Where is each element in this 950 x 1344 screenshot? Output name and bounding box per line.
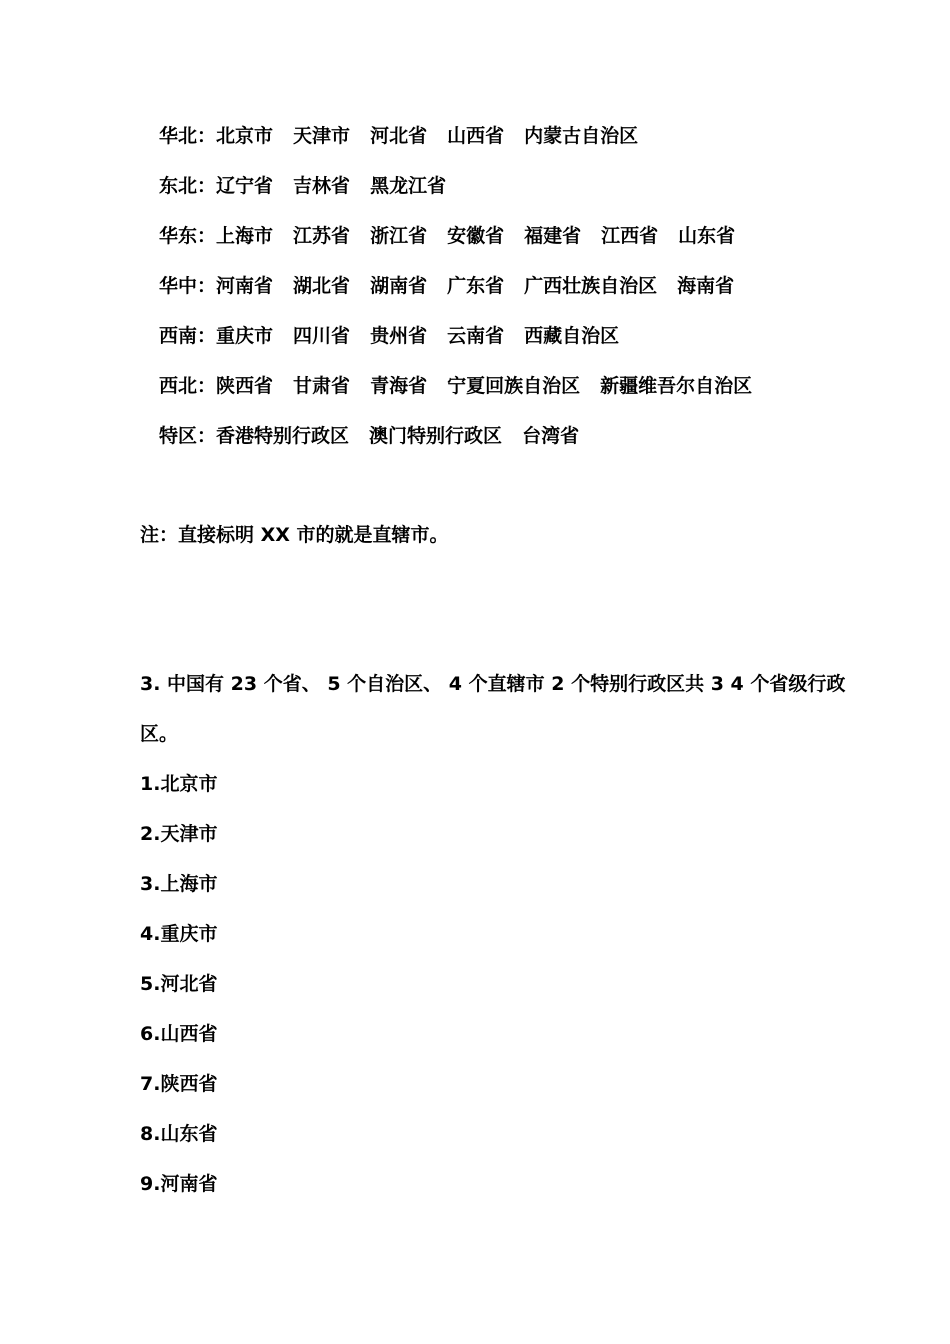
region-item: 河北省: [370, 125, 428, 147]
region-colon: ：: [197, 425, 217, 447]
region-item: 吉林省: [293, 175, 351, 197]
region-item: 安徽省: [447, 225, 505, 247]
region-label: 华北: [159, 125, 198, 147]
region-label: 东北: [159, 175, 198, 197]
note-text: 注：直接标明 XX 市的就是直辖市。: [140, 524, 449, 546]
region-item: 海南省: [677, 275, 735, 297]
region-label: 华中: [159, 275, 198, 297]
summary-paragraph-line-2: 区。: [140, 723, 179, 745]
list-item: 3.上海市: [140, 873, 218, 895]
list-item: 1.北京市: [140, 773, 218, 795]
region-row: [159, 124, 638, 148]
region-colon: ：: [197, 225, 217, 247]
region-colon: ：: [197, 325, 217, 347]
region-item: 陕西省: [216, 375, 274, 397]
region-item: 贵州省: [370, 325, 428, 347]
region-item: 甘肃省: [293, 375, 351, 397]
region-row: [159, 424, 579, 448]
region-item: 四川省: [293, 325, 351, 347]
list-item: 9.河南省: [140, 1173, 218, 1195]
region-row: [159, 174, 446, 198]
region-item: 山东省: [678, 225, 736, 247]
region-item: 台湾省: [522, 425, 580, 447]
region-row: [159, 374, 752, 398]
region-item: 北京市: [216, 125, 274, 147]
region-colon: ：: [197, 175, 217, 197]
region-label: 西南: [159, 325, 198, 347]
region-item: 江苏省: [293, 225, 351, 247]
region-item: 重庆市: [216, 325, 274, 347]
region-item: 河南省: [216, 275, 274, 297]
region-colon: ：: [197, 275, 217, 297]
summary-paragraph-line-1: 3. 中国有 23 个省、 5 个自治区、 4 个直辖市 2 个特别行政区共 3 4 个省级行政: [140, 673, 846, 695]
region-item: 宁夏回族自治区: [447, 375, 581, 397]
list-item: 5.河北省: [140, 973, 218, 995]
list-item: 6.山西省: [140, 1023, 218, 1045]
list-item: 2.天津市: [140, 823, 218, 845]
region-item: 云南省: [447, 325, 505, 347]
region-item: 福建省: [524, 225, 582, 247]
region-item: 辽宁省: [216, 175, 274, 197]
region-item: 广西壮族自治区: [524, 275, 658, 297]
region-colon: ：: [197, 375, 217, 397]
region-item: 上海市: [216, 225, 274, 247]
region-label: 西北: [159, 375, 198, 397]
region-item: 湖南省: [370, 275, 428, 297]
list-item: 4.重庆市: [140, 923, 218, 945]
region-label: 特区: [159, 425, 198, 447]
region-item: 山西省: [447, 125, 505, 147]
region-item: 青海省: [370, 375, 428, 397]
list-item: 8.山东省: [140, 1123, 218, 1145]
region-item: 黑龙江省: [370, 175, 447, 197]
region-item: 广东省: [447, 275, 505, 297]
region-row: [159, 324, 619, 348]
region-item: 内蒙古自治区: [524, 125, 639, 147]
region-colon: ：: [197, 125, 217, 147]
region-item: 天津市: [293, 125, 351, 147]
region-item: 新疆维吾尔自治区: [600, 375, 753, 397]
region-item: 澳门特别行政区: [369, 425, 503, 447]
region-item: 西藏自治区: [524, 325, 620, 347]
region-item: 江西省: [601, 225, 659, 247]
region-item: 浙江省: [370, 225, 428, 247]
region-row: [159, 224, 735, 248]
region-item: 湖北省: [293, 275, 351, 297]
region-label: 华东: [159, 225, 198, 247]
region-item: 香港特别行政区: [216, 425, 350, 447]
region-row: [159, 274, 734, 298]
list-item: 7.陕西省: [140, 1073, 218, 1095]
